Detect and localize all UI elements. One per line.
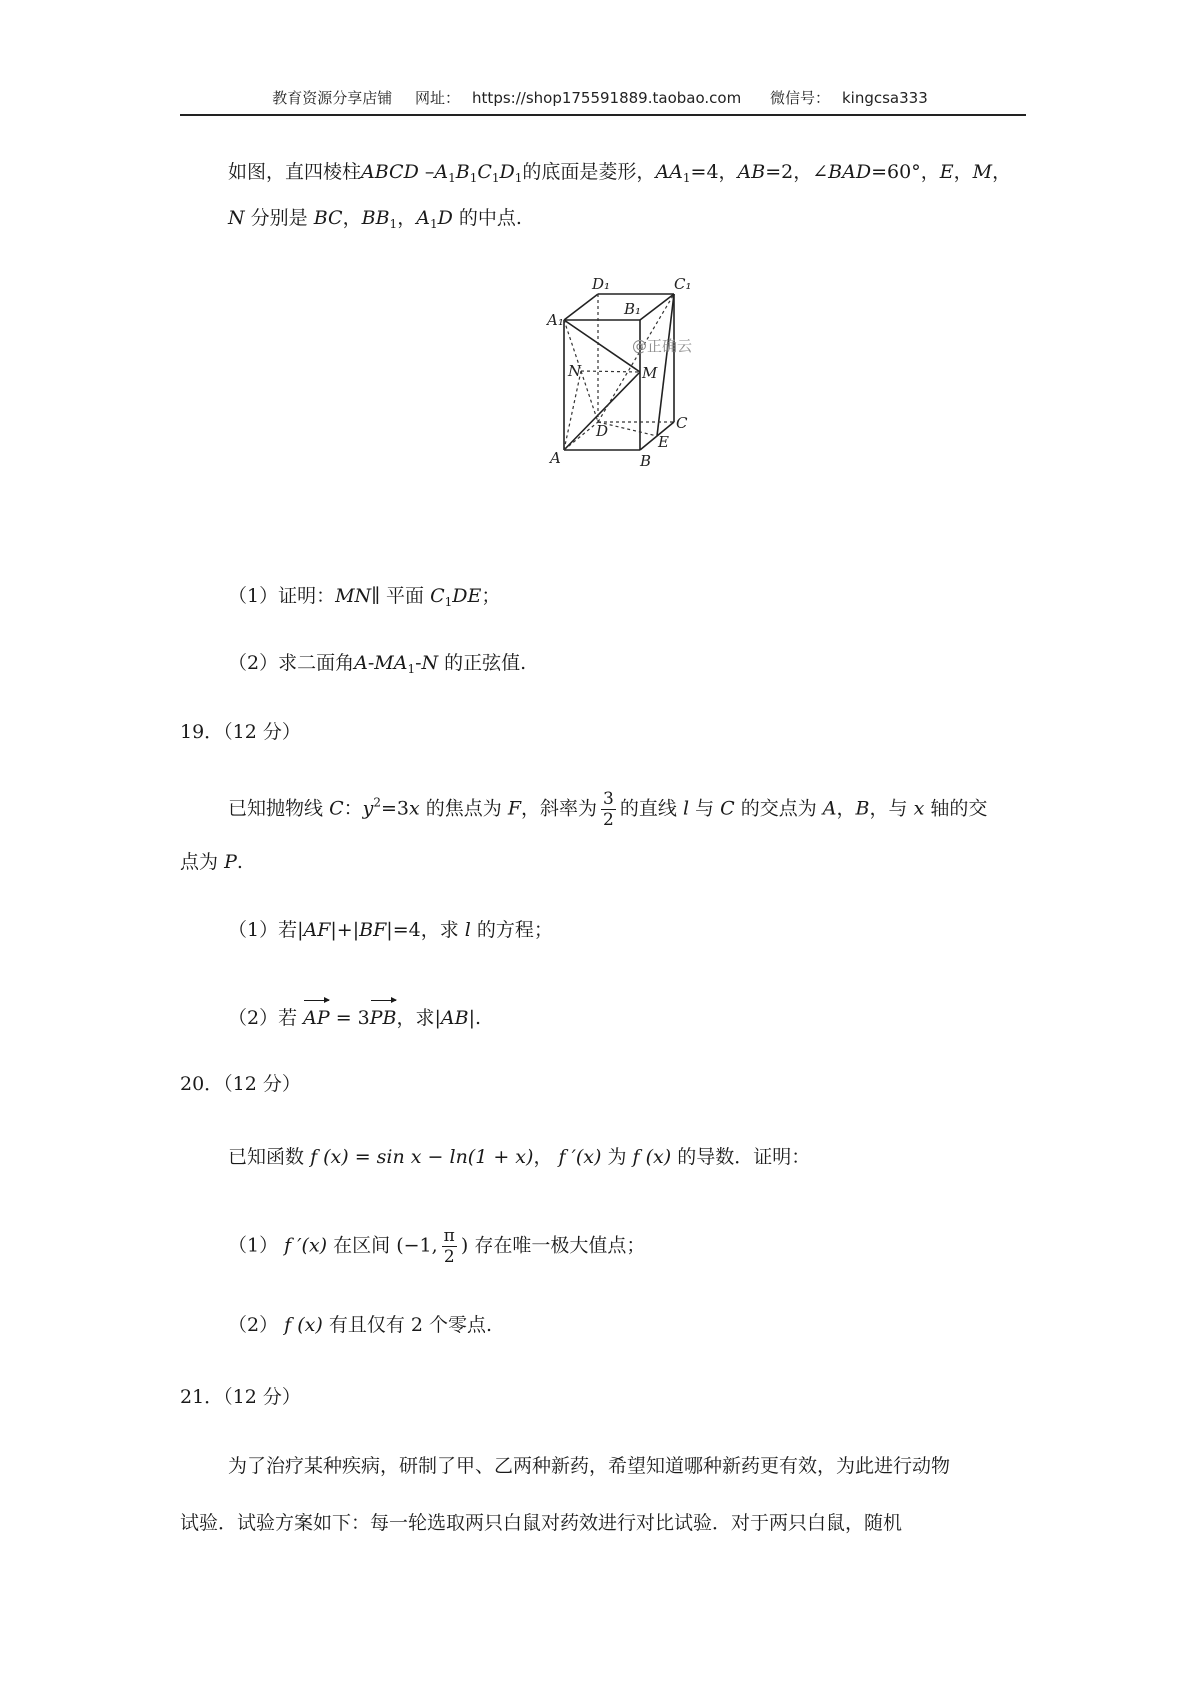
q21-number: 21．（12 分） xyxy=(180,1386,301,1408)
label-m: M xyxy=(642,364,658,382)
q19-part1: （1）若|AF|+|BF|=4，求 l 的方程； xyxy=(228,919,553,941)
q19-intro-line2: 点为 P. xyxy=(180,851,243,873)
vector-ap: AP xyxy=(303,998,330,1032)
q18-intro-line2: N 分别是 BC，$BB_1$，$A_1D$ 的中点. xyxy=(228,207,522,231)
q19-intro-line1: 已知抛物线 C：$y^2=3x$ 的焦点为 F，斜率为 $\frac{3}{2}$ 的直线 l 与 C 的交点为 A，B，与 x 轴的交 xyxy=(228,789,988,830)
edge-c1-b1 xyxy=(640,294,674,320)
label-b1: B₁ xyxy=(624,300,642,318)
q18-part2: （2）求二面角$A-MA_1-N$ 的正弦值. xyxy=(228,652,527,676)
function-def: f (x) = sin x − ln(1 + x) xyxy=(310,1146,534,1168)
edge-n-m xyxy=(581,371,640,372)
edge-a1-d1 xyxy=(564,294,598,320)
header-url: 网址： https://shop175591889.taobao.com xyxy=(415,89,742,107)
label-d1: D₁ xyxy=(592,275,611,293)
q20-number: 20．（12 分） xyxy=(180,1073,301,1095)
edge-c1-e xyxy=(657,294,674,436)
page-header xyxy=(180,86,1026,116)
q20-part2: （2） f (x) 有且仅有 2 个零点. xyxy=(228,1314,493,1336)
label-a1: A₁ xyxy=(547,311,564,329)
prism-diagram xyxy=(546,272,716,477)
q20-intro: 已知函数 f (x) = sin x − ln(1 + x)， f ′(x) 为 f (x) 的导数．证明： xyxy=(228,1146,811,1168)
q18-part1: （1）证明：MN∥ 平面 $C_1DE$； xyxy=(228,585,501,609)
pi-over-2-fraction: $\frac{\pi}{2}$ xyxy=(443,1226,455,1267)
header-shop: 教育资源分享店铺 xyxy=(272,89,393,107)
label-a: A xyxy=(550,449,561,467)
q19-part2: （2）若 AP = 3PB，求|AB|. xyxy=(228,998,481,1032)
label-c: C xyxy=(676,414,688,432)
header-wechat: 微信号： kingcsa333 xyxy=(769,89,928,107)
q19-number: 19．（12 分） xyxy=(180,721,301,743)
vector-pb: PB xyxy=(370,998,397,1032)
q21-line1: 为了治疗某种疾病，研制了甲、乙两种新药，希望知道哪种新药更有效，为此进行动物 xyxy=(228,1455,951,1477)
q20-part1: （1） f ′(x) 在区间 (−1, $\frac{\pi}{2}$ ) 存在唯一极大值点； xyxy=(228,1226,646,1267)
q18-intro-line1: 如图，直四棱柱ABCD $-A_1B_1C_1D_1$的底面是菱形，$AA_1=4$，AB=2，∠BAD=60°，E，M， xyxy=(228,161,1012,185)
label-n: N xyxy=(568,362,582,380)
watermark-text: @正确云 xyxy=(632,337,693,355)
q21-line2: 试验．试验方案如下：每一轮选取两只白鼠对药效进行对比试验．对于两只白鼠，随机 xyxy=(180,1512,903,1534)
prism-figure xyxy=(546,272,716,477)
label-c1: C₁ xyxy=(674,275,692,293)
label-e: E xyxy=(658,433,669,451)
label-b: B xyxy=(640,452,652,470)
slope-fraction: $\frac{3}{2}$ xyxy=(603,789,614,830)
label-d: D xyxy=(596,422,609,440)
